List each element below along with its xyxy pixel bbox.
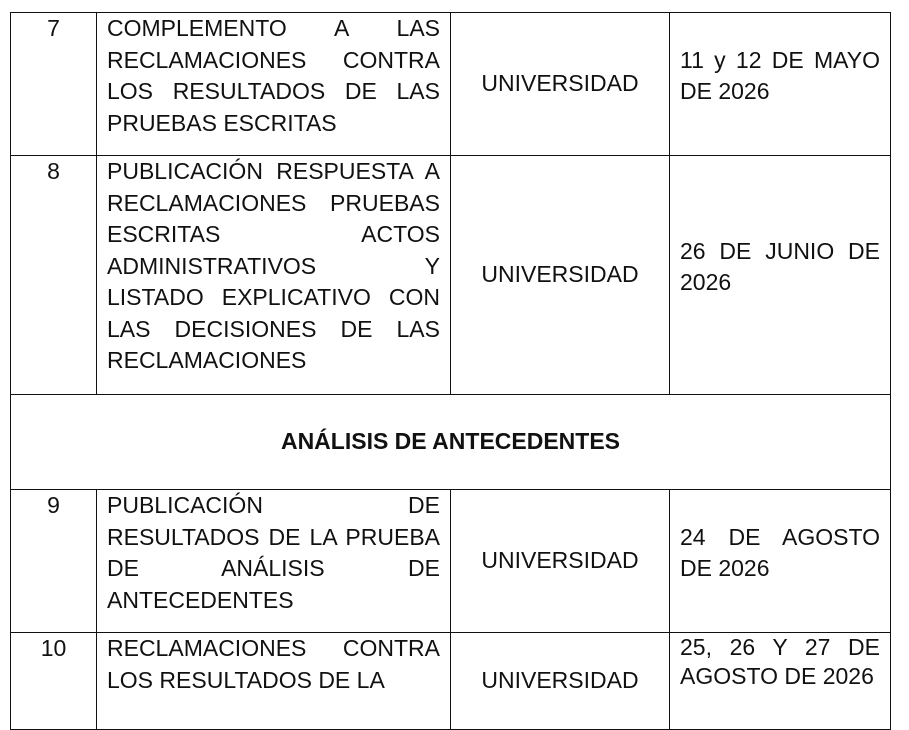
activity-cell: RECLAMACIONES CONTRA LOS RESULTADOS DE LA <box>97 633 451 730</box>
activity-cell: COMPLEMENTO A LAS RECLAMACIONES CONTRA LOS RESULTADOS DE LAS PRUEBAS ESCRITAS <box>97 13 451 156</box>
row-number: 8 <box>11 156 97 395</box>
activity-cell: PUBLICACIÓN RESPUESTA A RECLAMACIONES PRUEBAS ESCRITAS ACTOS ADMINISTRATIVOS Y LISTADO EXPLICATIVO CON LAS DECISIONES DE LAS RECLAMACIONES <box>97 156 451 395</box>
date-cell: 24 DE AGOSTO DE 2026 <box>670 490 891 633</box>
table-row <box>11 490 891 633</box>
date-cell: 25, 26 Y 27 DE AGOSTO DE 2026 <box>670 633 891 730</box>
responsible-cell: UNIVERSIDAD <box>451 633 670 730</box>
date-cell: 11 y 12 DE MAYO DE 2026 <box>670 13 891 156</box>
row-number: 10 <box>11 633 97 730</box>
table-row <box>11 156 891 395</box>
section-heading: ANÁLISIS DE ANTECEDENTES <box>11 395 891 490</box>
table-row <box>11 13 891 156</box>
activity-cell: PUBLICACIÓN DE RESULTADOS DE LA PRUEBA DE ANÁLISIS DE ANTECEDENTES <box>97 490 451 633</box>
responsible-cell: UNIVERSIDAD <box>451 156 670 395</box>
responsible-cell: UNIVERSIDAD <box>451 490 670 633</box>
responsible-cell: UNIVERSIDAD <box>451 13 670 156</box>
row-number: 9 <box>11 490 97 633</box>
section-row <box>11 395 891 490</box>
schedule-table <box>10 12 891 730</box>
table-row <box>11 633 891 730</box>
row-number: 7 <box>11 13 97 156</box>
date-cell: 26 DE JUNIO DE 2026 <box>670 156 891 395</box>
